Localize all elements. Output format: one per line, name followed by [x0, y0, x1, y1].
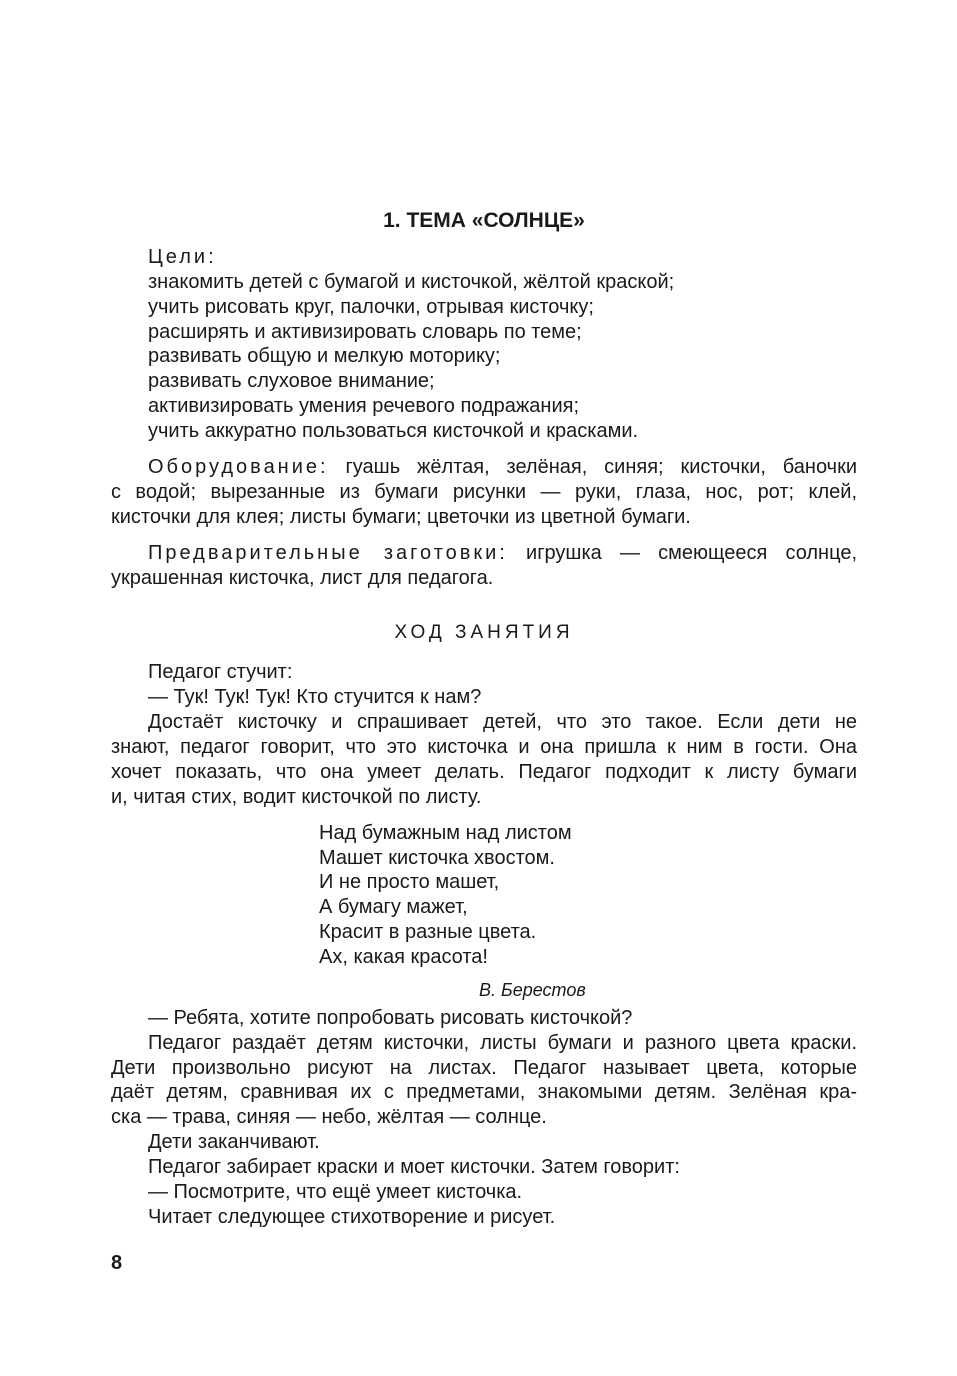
body-line: Дети произвольно рисуют на листах. Педагог называет цвета, которые [111, 1057, 857, 1079]
page-title: 1. ТЕМА «СОЛНЦЕ» [383, 209, 585, 232]
poem-line: Машет кисточка хвостом. [319, 847, 555, 869]
preparations-line-1 [148, 541, 857, 565]
body-line: — Тук! Тук! Тук! Кто стучится к нам? [148, 686, 482, 708]
body-line: Педагог стучит: [148, 661, 293, 683]
poem-author: В. Берестов [479, 980, 586, 1000]
preparations-label: Предварительные заготовки: [148, 542, 508, 564]
poem-line: Красит в разные цвета. [319, 921, 537, 943]
goal-item: знакомить детей с бумагой и кисточкой, жёлтой краской; [148, 271, 675, 293]
poem-line: А бумагу мажет, [319, 896, 468, 918]
poem-line: Над бумажным над листом [319, 822, 572, 844]
preparations-text: игрушка — смеющееся солнце, [507, 542, 857, 564]
equipment-label: Оборудование: [148, 456, 329, 478]
equipment-line: с водой; вырезанные из бумаги рисунки — руки, глаза, нос, рот; клей, [111, 481, 857, 503]
poem-line: И не просто машет, [319, 871, 500, 893]
goals-label: Цели: [148, 246, 217, 268]
section-heading: ХОД ЗАНЯТИЯ [394, 622, 574, 643]
equipment-line-1 [148, 455, 857, 479]
goal-item: активизировать умения речевого подражания; [148, 395, 580, 417]
body-line: Читает следующее стихотворение и рисует. [148, 1206, 556, 1228]
body-line: даёт детям, сравнивая их с предметами, знакомыми детям. Зелёная кра- [111, 1081, 857, 1103]
goal-item: учить аккуратно пользоваться кисточкой и красками. [148, 420, 639, 442]
goal-item: расширять и активизировать словарь по теме; [148, 321, 582, 343]
body-line: Педагог забирает краски и моет кисточки. Затем говорит: [148, 1156, 680, 1178]
body-line: ска — трава, синяя — небо, жёлтая — солнце. [111, 1106, 547, 1128]
poem-line: Ах, какая красота! [319, 946, 488, 968]
goal-item: развивать слуховое внимание; [148, 370, 435, 392]
preparations-line: украшенная кисточка, лист для педагога. [111, 567, 494, 589]
document-page [111, 0, 857, 1376]
body-line: хочет показать, что она умеет делать. Педагог подходит к листу бумаги [111, 761, 857, 783]
body-line: — Посмотрите, что ещё умеет кисточка. [148, 1181, 523, 1203]
goal-item: учить рисовать круг, палочки, отрывая кисточку; [148, 296, 594, 318]
body-line: и, читая стих, водит кисточкой по листу. [111, 786, 482, 808]
body-line: знают, педагог говорит, что это кисточка и она пришла к ним в гости. Она [111, 736, 857, 758]
equipment-text: гуашь жёлтая, зелёная, синяя; кисточки, баночки [328, 456, 857, 478]
equipment-line: кисточки для клея; листы бумаги; цветочки из цветной бумаги. [111, 506, 691, 528]
body-line: Педагог раздаёт детям кисточки, листы бумаги и разного цвета краски. [148, 1032, 857, 1054]
goal-item: развивать общую и мелкую моторику; [148, 345, 501, 367]
body-line: — Ребята, хотите попробовать рисовать кисточкой? [148, 1007, 633, 1029]
body-line: Достаёт кисточку и спрашивает детей, что это такое. Если дети не [148, 711, 857, 733]
page-number: 8 [111, 1252, 123, 1274]
body-line: Дети заканчивают. [148, 1131, 320, 1153]
